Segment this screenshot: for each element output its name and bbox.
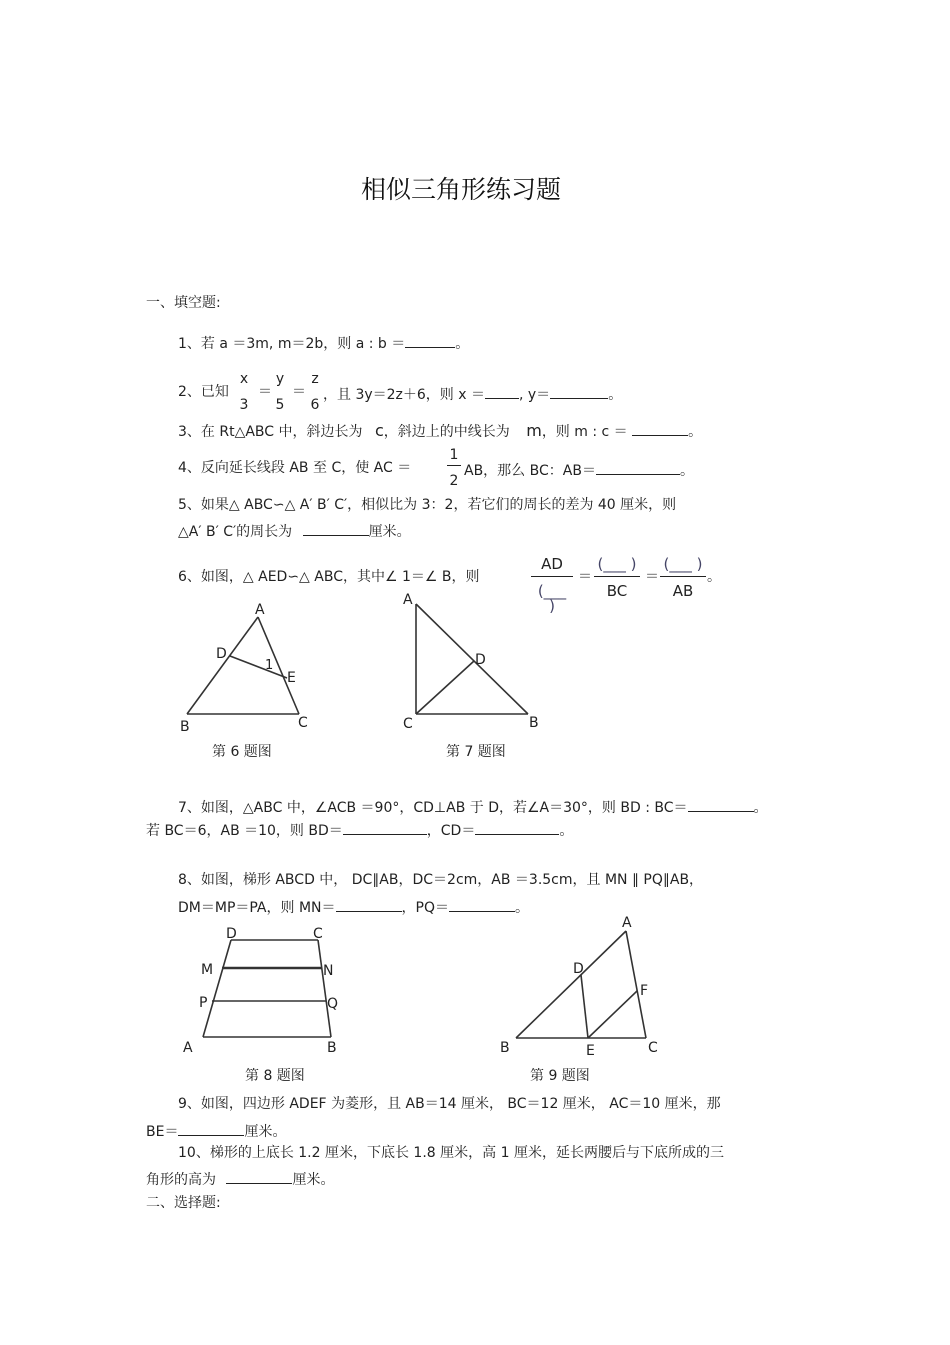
q7-line2-text: 若 BC＝6，AB ＝10，则 BD＝ [146,823,343,839]
fig9-label-f: F [640,983,649,999]
fig8-label-b: B [327,1040,337,1056]
q2-equals-2: ＝ [292,384,306,400]
q4-text: AB，那么 BC：AB＝ [464,463,596,479]
q4-prefix: 4、反向延长线段 AB 至 C，使 AC ＝ [178,460,412,476]
q2-frac-z-num: z [311,371,319,387]
fig7-segment-cd [416,661,474,714]
q1-text: 1、若 a ＝3m, m＝2b，则 a : b ＝ [178,336,406,352]
fig8-label-d: D [226,926,237,942]
fig7-caption: 第 7 题图 [446,744,506,760]
fig7-label-c: C [403,716,413,732]
fig6-label-angle-1: 1 [265,658,274,673]
q2-frac-x-num: x [239,371,249,387]
fig6-label-b: B [180,719,190,735]
q9-end: 厘米。 [244,1124,287,1140]
fig6-label-a: A [255,602,265,618]
q9-line-1: 9、如图，四边形 ADEF 为菱形，且 AB＝14 厘米， BC＝12 厘米， AC＝10 厘米，那 [178,1096,721,1112]
q9-line-2 [146,1122,286,1139]
fig9-label-e: E [586,1043,595,1059]
fig8-label-q: Q [327,996,339,1012]
section-choice-heading: 二、选择题: [146,1195,221,1211]
q8-line-2 [178,898,529,915]
fig9-segment-ef [588,991,637,1038]
fig6-label-d: D [216,646,227,662]
fig9-segment-de [581,975,588,1038]
fig9-label-b: B [500,1040,510,1056]
q8-blank-mn [336,898,402,912]
q9-blank [178,1122,244,1136]
q7-line2-mid: ，CD＝ [426,823,476,839]
section-fill-in-heading: 一、填空题: [146,295,221,311]
q2-frac-z-den: 6 [310,397,320,413]
q2-equals-1: ＝ [258,384,272,400]
q5-line-1: 5、如果△ ABC∽△ A′ B′ C′，相似比为 3：2，若它们的周长的差为 40 厘米，则 [178,497,677,513]
q1-end: 。 [455,336,470,352]
q7-blank-bd [343,821,427,835]
fig8-label-c: C [313,926,323,942]
q9-line2-text: BE＝ [146,1124,179,1140]
figure-8-diagram [203,940,334,1037]
fig9-label-a: A [622,915,632,931]
fig9-label-d: D [573,961,584,977]
fig6-label-e: E [287,670,296,686]
q8-line2-mid: ，PQ＝ [401,900,449,916]
fig6-caption: 第 6 题图 [212,744,272,760]
q10-end: 厘米。 [292,1172,335,1188]
q2-frac-y-den: 5 [275,397,285,413]
q2-end: 。 [608,387,623,403]
fig7-side-ab [416,604,528,714]
q2-mid-text: ，且 3y＝2z＋6，则 x ＝ [323,387,485,403]
fig8-side-cb [318,940,334,1037]
q5-end: 厘米。 [368,524,411,540]
q5-line2-text: △A′ B′ C′的周长为 [178,524,293,540]
q7-line2-end: 。 [559,823,574,839]
q7-blank-ratio [688,798,754,812]
fig6-label-c: C [298,715,308,731]
fig9-side-ab [516,931,626,1038]
page-title: 相似三角形练习题 [361,175,562,204]
q7-line-2 [146,821,573,838]
q6-frac2-num: (___ ) [597,555,637,573]
fig9-caption: 第 9 题图 [530,1068,590,1084]
q3-c: c [374,421,384,440]
fig7-label-a: A [403,592,413,608]
q10-line2-text: 角形的高为 [146,1172,216,1188]
q6-equals-2: ＝ [645,569,659,585]
q8-line-1: 8、如图，梯形 ABCD 中， DC∥AB，DC＝2cm，AB ＝3.5cm，且 MN ∥ PQ∥AB， [178,872,704,888]
q6-prefix: 6、如图，△ AED∽△ ABC，其中∠ 1＝∠ B，则 [178,569,480,585]
q6-equals-1: ＝ [578,569,592,585]
q7-line-1 [178,798,768,815]
fig8-label-a: A [183,1040,193,1056]
fig8-label-m: M [201,962,214,978]
fig6-side-ab [187,617,258,714]
figure-9-diagram [516,931,649,1038]
fig8-label-p: P [199,995,208,1011]
q6-frac2-den: BC [606,582,628,600]
figure-7-diagram [416,604,528,714]
q8-blank-pq [449,898,515,912]
q2-frac-x-den: 3 [239,397,249,413]
fig7-label-d: D [475,652,486,668]
q2-prefix: 2、已知 [178,384,229,400]
fig9-label-c: C [648,1040,658,1056]
q2-y-text: , y＝ [519,387,551,403]
q3-ratio-text: ，则 m : c ＝ [541,424,628,440]
q3-mid-text: ，斜边上的中线长为 [383,424,510,440]
q4-frac-num: 1 [449,447,459,463]
q8-line2-text: DM＝MP＝PA，则 MN＝ [178,900,336,916]
q3-end: 。 [688,424,703,440]
fig8-label-n: N [323,963,334,979]
q3-m: m [526,421,542,440]
fig7-label-b: B [529,715,539,731]
q10-blank [226,1170,292,1184]
q3-text: 3、在 Rt△ABC 中，斜边长为 [178,424,363,440]
fig8-caption: 第 8 题图 [245,1068,305,1084]
q4-end: 。 [679,463,694,479]
q4-frac-den: 2 [449,473,459,489]
q6-end: 。 [707,569,721,585]
q6-frac3-num: (___ ) [663,555,703,573]
fig8-side-da [203,940,231,1037]
q10-line-2 [146,1170,334,1187]
q2-frac-y-num: y [275,371,285,387]
q7-blank-cd [475,821,559,835]
q10-line-1: 10、梯形的上底长 1.2 厘米，下底长 1.8 厘米，高 1 厘米，延长两腰后与下底所成的三 [178,1145,724,1161]
q6-frac3-den: AB [672,582,694,600]
q7-line1-text: 7、如图，△ABC 中，∠ACB ＝90°，CD⊥AB 于 D，若∠A＝30°，则 BD : BC＝ [178,800,688,816]
q6-frac1-den: (___ ) [537,582,567,615]
figure-6-diagram [187,617,299,714]
q6-frac1-num: AD [541,555,563,573]
q8-line2-end: 。 [514,900,529,916]
q7-line1-end: 。 [753,800,768,816]
